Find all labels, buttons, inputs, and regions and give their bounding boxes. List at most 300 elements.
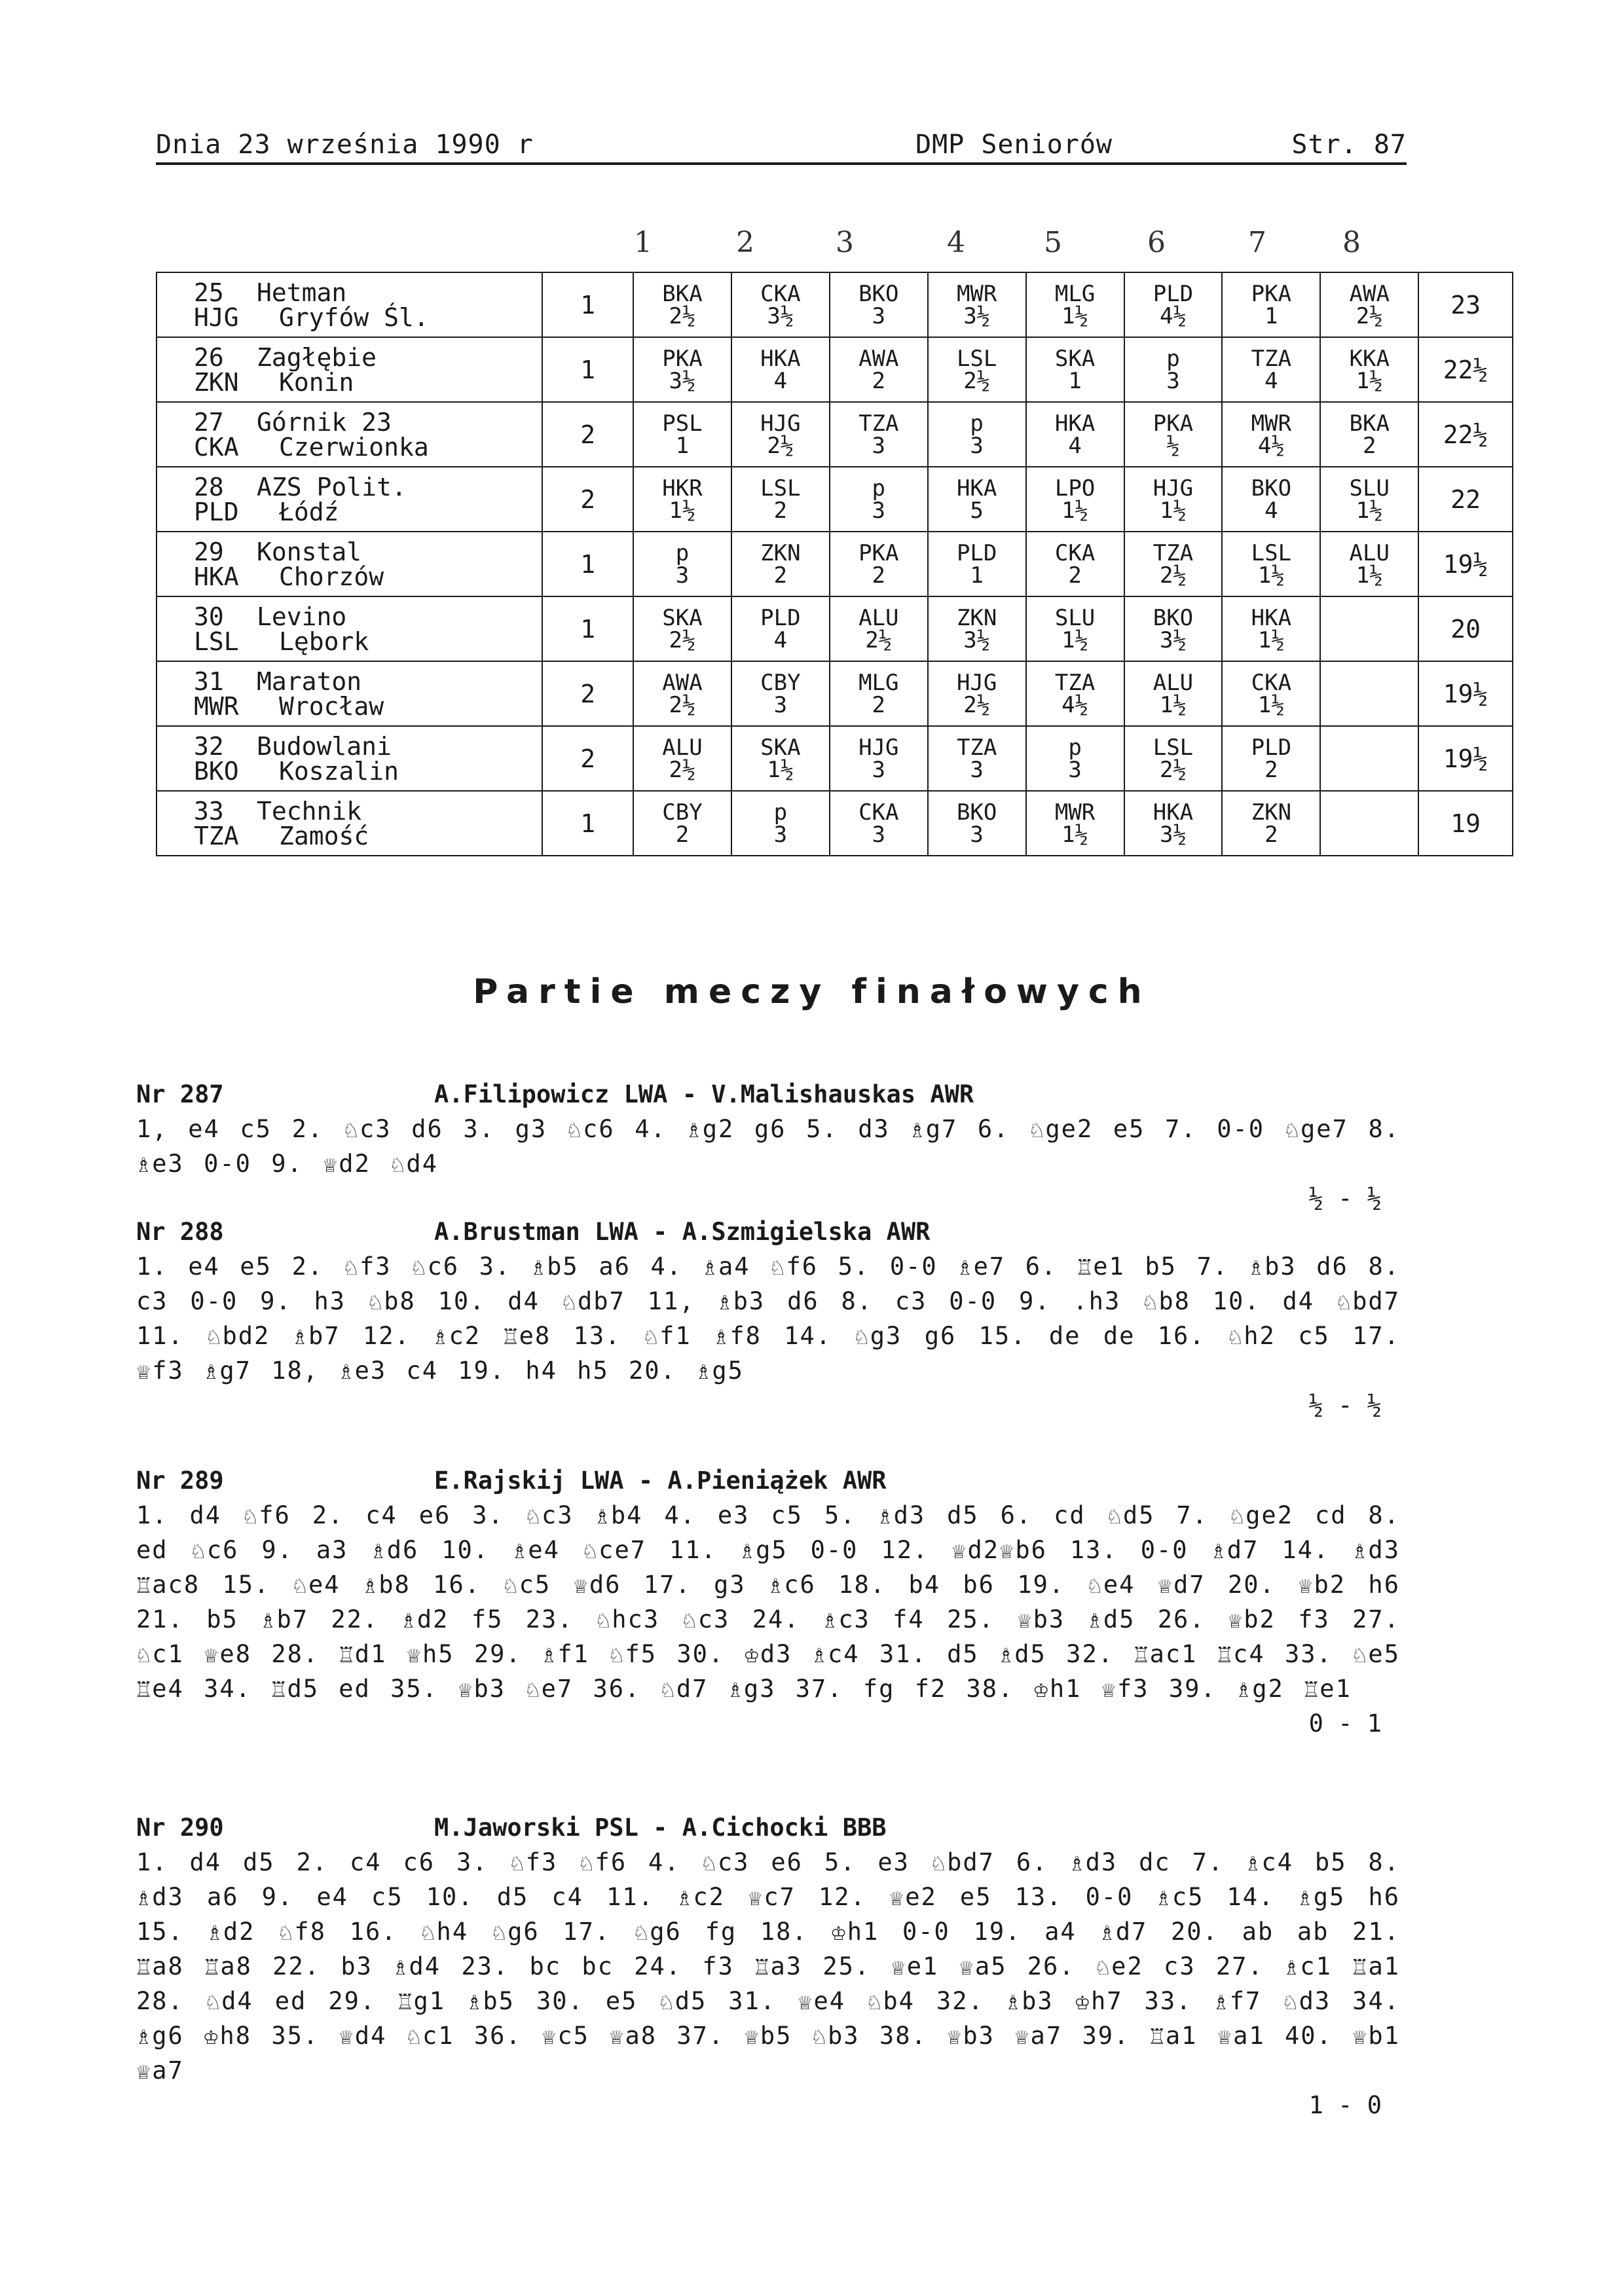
match-score: 3 <box>675 562 690 589</box>
opponent-code: BKA <box>662 280 703 307</box>
opponent-code: PKA <box>1153 410 1194 437</box>
round-result <box>1320 726 1418 791</box>
team-number: 31 <box>194 666 224 696</box>
game-players: A.Brustman LWA - A.Szmigielska AWR <box>434 1218 931 1246</box>
team-city: Łódź <box>279 497 339 526</box>
standings-row <box>157 791 1513 856</box>
round-result <box>1222 726 1320 791</box>
standings-row <box>157 596 1513 661</box>
team-total: 19½ <box>1418 661 1513 726</box>
round-result <box>1026 791 1124 856</box>
team-cell <box>157 791 542 856</box>
standings-row <box>157 467 1513 532</box>
round-result <box>731 467 830 532</box>
match-score: 1½ <box>1356 367 1383 394</box>
match-score: 1½ <box>1257 562 1285 589</box>
team-total: 19½ <box>1418 532 1513 596</box>
round-result <box>1124 532 1223 596</box>
round-number: 5 <box>1044 226 1062 259</box>
standings-row <box>157 272 1513 337</box>
match-score: 2 <box>1264 756 1278 783</box>
team-code: PLD <box>194 497 239 526</box>
round-result <box>633 532 731 596</box>
match-score: 2 <box>1264 821 1278 848</box>
round-numbers <box>0 226 1624 265</box>
team-code: MWR <box>194 691 239 721</box>
team-club-name: Zagłębie <box>257 342 377 372</box>
opponent-code: HKA <box>1251 604 1292 631</box>
header-date: Dnia 23 września 1990 r <box>156 130 534 160</box>
opponent-code: CKA <box>858 799 899 826</box>
match-score: 2 <box>675 821 690 848</box>
round-number: 8 <box>1342 226 1361 259</box>
team-club-name: Technik <box>257 796 362 826</box>
team-number: 33 <box>194 796 224 826</box>
team-number: 28 <box>194 472 224 501</box>
team-code: ZKN <box>194 367 239 397</box>
round-result <box>928 532 1026 596</box>
team-group: 2 <box>542 402 633 467</box>
round-result <box>1124 402 1223 467</box>
team-club-name: Konstal <box>257 537 362 566</box>
round-result <box>928 791 1026 856</box>
match-score: 3 <box>773 821 788 848</box>
team-cell <box>157 661 542 726</box>
opponent-code: LSL <box>1251 539 1292 566</box>
team-cell <box>157 402 542 467</box>
team-number: 25 <box>194 278 224 307</box>
opponent-code: PLD <box>1251 734 1292 761</box>
opponent-code: MWR <box>1054 799 1096 826</box>
match-score: 3½ <box>1159 821 1187 848</box>
team-group: 1 <box>542 596 633 661</box>
round-number: 3 <box>836 226 854 259</box>
opponent-code: BKO <box>858 280 899 307</box>
round-number: 4 <box>947 226 965 259</box>
round-result <box>1222 337 1320 402</box>
team-total: 19 <box>1418 791 1513 856</box>
team-city: Koszalin <box>279 756 399 786</box>
match-score: 3 <box>872 432 886 459</box>
match-score: 2 <box>872 367 886 394</box>
match-score: 3½ <box>963 302 991 329</box>
team-group: 2 <box>542 467 633 532</box>
page-header <box>156 130 1407 165</box>
opponent-code: CKA <box>1054 539 1096 566</box>
opponent-code: CBY <box>662 799 703 826</box>
game-number: Nr 290 <box>136 1813 224 1842</box>
opponent-code: PSL <box>662 410 703 437</box>
match-score: 3 <box>970 756 984 783</box>
opponent-code: HKA <box>956 475 997 501</box>
match-score: 2 <box>1362 432 1376 459</box>
game-287 <box>136 1077 1400 1216</box>
match-score: 1½ <box>1061 627 1089 653</box>
match-score: 4½ <box>1061 691 1089 718</box>
standings-table <box>156 272 1513 856</box>
round-result <box>1124 726 1223 791</box>
match-score: 4 <box>1264 367 1278 394</box>
opponent-code: MWR <box>1251 410 1292 437</box>
round-result <box>1320 596 1418 661</box>
opponent-code: PLD <box>760 604 801 631</box>
game-players: E.Rajskij LWA - A.Pieniążek AWR <box>434 1467 887 1495</box>
team-group: 2 <box>542 726 633 791</box>
opponent-code: ALU <box>1153 669 1194 696</box>
section-title: Partie meczy finałowych <box>473 972 1151 1011</box>
header-event: DMP Seniorów <box>915 130 1113 160</box>
team-number: 27 <box>194 407 224 437</box>
team-total: 22½ <box>1418 402 1513 467</box>
team-total: 19½ <box>1418 726 1513 791</box>
round-result <box>1124 467 1223 532</box>
opponent-code: p <box>1166 345 1180 372</box>
round-result <box>928 661 1026 726</box>
opponent-code: PKA <box>662 345 703 372</box>
match-score: 3 <box>773 691 788 718</box>
match-score: 3 <box>872 497 886 524</box>
opponent-code: MLG <box>1054 280 1096 307</box>
team-city: Gryfów Śl. <box>279 302 429 332</box>
team-code: BKO <box>194 756 239 786</box>
match-score: 2½ <box>767 432 794 459</box>
match-score: 2½ <box>669 756 696 783</box>
opponent-code: PLD <box>1153 280 1194 307</box>
team-city: Konin <box>279 367 354 397</box>
header-page: Str. 87 <box>1291 130 1407 160</box>
match-score: 2½ <box>669 302 696 329</box>
opponent-code: LSL <box>760 475 801 501</box>
match-score: 3½ <box>1159 627 1187 653</box>
team-code: LSL <box>194 627 239 656</box>
game-moves: 1. e4 e5 2. ♘f3 ♘c6 3. ♗b5 a6 4. ♗a4 ♘f6 5. 0-0 ♗e7 6. ♖e1 b5 7. ♗b3 d6 8. c3 0-0 9. h3 ♘b8 10. d4 ♘db7 11, ♗b3 d6 8. c3 0-0 9. .h3 ♘b8 10. d4 ♘bd7 11. ♘bd2 ♗b7 12. ♗c2 ♖e8 13. ♘f1 ♗f8 14. ♘g3 g6 15. de de 16. ♘h2 c5 17. ♕f3 ♗g7 18, ♗e3 c4 19. h4 h5 20. ♗g5 <box>136 1252 1400 1385</box>
match-score: 3 <box>872 821 886 848</box>
opponent-code: TZA <box>1153 539 1194 566</box>
opponent-code: p <box>970 410 984 437</box>
round-result <box>731 596 830 661</box>
team-cell <box>157 337 542 402</box>
opponent-code: CKA <box>760 280 801 307</box>
opponent-code: SLU <box>1349 475 1390 501</box>
round-result <box>633 661 731 726</box>
match-score: 1½ <box>1061 302 1089 329</box>
opponent-code: HKA <box>760 345 801 372</box>
match-score: ½ <box>1166 432 1180 459</box>
round-result <box>830 596 928 661</box>
match-score: 3 <box>1166 367 1180 394</box>
round-result <box>633 726 731 791</box>
opponent-code: ALU <box>858 604 899 631</box>
match-score: 2 <box>872 691 886 718</box>
round-result <box>731 272 830 337</box>
opponent-code: BKA <box>1349 410 1390 437</box>
game-290 <box>136 1810 1400 2123</box>
game-moves: 1. d4 d5 2. c4 c6 3. ♘f3 ♘f6 4. ♘c3 e6 5. e3 ♘bd7 6. ♗d3 dc 7. ♗c4 b5 8. ♗d3 a6 9. e4 c5 10. d5 c4 11. ♗c2 ♕c7 12. ♕e2 e5 13. 0-0 ♗c5 14. ♗g5 h6 15. ♗d2 ♘f8 16. ♘h4 ♘g6 17. ♘g6 fg 18. ♔h1 0-0 19. a4 ♗d7 20. ab ab 21. ♖a8 ♖a8 22. b3 ♗d4 23. bc bc 24. f3 ♖a3 25. ♕e1 ♕a5 26. ♘e2 c3 27. ♗c1 ♖a1 28. ♘d4 ed 29. ♖g1 ♗b5 30. e5 ♘d5 31. ♕e4 ♘b4 32. ♗b3 ♔h7 33. ♗f7 ♘d3 34. ♗g6 ♔h8 35. ♕d4 ♘c1 36. ♕c5 ♕a8 37. ♕b5 ♘b3 38. ♕b3 ♕a7 39. ♖a1 ♕a1 40. ♕b1 ♕a7 <box>136 1848 1400 2085</box>
opponent-code: SKA <box>662 604 703 631</box>
round-result <box>1026 402 1124 467</box>
match-score: 2½ <box>669 627 696 653</box>
team-city: Lębork <box>279 627 369 656</box>
match-score: 1½ <box>1356 497 1383 524</box>
game-result: 1 - 0 <box>1308 2091 1382 2119</box>
match-score: 1½ <box>669 497 696 524</box>
match-score: 5 <box>970 497 984 524</box>
match-score: 2 <box>773 562 788 589</box>
match-score: 1½ <box>1061 821 1089 848</box>
team-cell <box>157 532 542 596</box>
standings-row <box>157 337 1513 402</box>
match-score: 2½ <box>1159 562 1187 589</box>
team-city: Zamość <box>279 821 369 850</box>
opponent-code: p <box>1068 734 1082 761</box>
game-players: A.Filipowicz LWA - V.Malishauskas AWR <box>434 1080 974 1108</box>
opponent-code: TZA <box>1054 669 1096 696</box>
round-result <box>928 596 1026 661</box>
game-289 <box>136 1463 1400 1741</box>
round-result <box>731 661 830 726</box>
round-result <box>1026 532 1124 596</box>
round-result <box>1026 726 1124 791</box>
opponent-code: HJG <box>858 734 899 761</box>
team-city: Chorzów <box>279 562 384 591</box>
opponent-code: BKO <box>956 799 997 826</box>
round-result <box>1320 661 1418 726</box>
game-players: M.Jaworski PSL - A.Cichocki BBB <box>434 1813 887 1842</box>
round-result <box>928 272 1026 337</box>
match-score: 2½ <box>963 691 991 718</box>
round-result <box>1222 272 1320 337</box>
round-number: 1 <box>634 226 652 259</box>
opponent-code: BKO <box>1251 475 1292 501</box>
match-score: 1½ <box>1159 691 1187 718</box>
round-result <box>830 726 928 791</box>
round-result <box>928 402 1026 467</box>
match-score: 1½ <box>1356 562 1383 589</box>
round-result <box>731 532 830 596</box>
game-number: Nr 287 <box>136 1080 224 1108</box>
round-result <box>731 402 830 467</box>
game-header <box>136 1214 1400 1249</box>
team-club-name: AZS Polit. <box>257 472 407 501</box>
match-score: 4 <box>1068 432 1082 459</box>
opponent-code: LPO <box>1054 475 1096 501</box>
round-number: 6 <box>1147 226 1166 259</box>
match-score: 1 <box>970 562 984 589</box>
team-group: 2 <box>542 661 633 726</box>
standings-row <box>157 532 1513 596</box>
opponent-code: HJG <box>956 669 997 696</box>
opponent-code: SKA <box>760 734 801 761</box>
opponent-code: LSL <box>1153 734 1194 761</box>
round-result <box>928 337 1026 402</box>
round-result <box>830 791 928 856</box>
match-score: 1 <box>1068 367 1082 394</box>
team-code: HJG <box>194 302 239 332</box>
round-result <box>1026 337 1124 402</box>
opponent-code: PLD <box>956 539 997 566</box>
game-result: ½ - ½ <box>1308 1184 1382 1212</box>
team-code: CKA <box>194 432 239 462</box>
match-score: 2½ <box>1159 756 1187 783</box>
match-score: 1 <box>675 432 690 459</box>
match-score: 3½ <box>767 302 794 329</box>
opponent-code: TZA <box>1251 345 1292 372</box>
match-score: 1½ <box>1061 497 1089 524</box>
round-result <box>1320 532 1418 596</box>
opponent-code: p <box>872 475 886 501</box>
standings-row <box>157 661 1513 726</box>
match-score: 2 <box>1068 562 1082 589</box>
team-group: 1 <box>542 337 633 402</box>
team-cell <box>157 272 542 337</box>
match-score: 3 <box>970 821 984 848</box>
round-result <box>1320 467 1418 532</box>
opponent-code: BKO <box>1153 604 1194 631</box>
game-number: Nr 289 <box>136 1467 224 1495</box>
team-number: 26 <box>194 342 224 372</box>
match-score: 2½ <box>963 367 991 394</box>
round-result <box>928 467 1026 532</box>
opponent-code: SLU <box>1054 604 1096 631</box>
round-result <box>1222 791 1320 856</box>
team-club-name: Hetman <box>257 278 347 307</box>
round-result <box>1026 596 1124 661</box>
opponent-code: HKA <box>1153 799 1194 826</box>
match-score: 4 <box>1264 497 1278 524</box>
team-total: 20 <box>1418 596 1513 661</box>
round-result <box>830 402 928 467</box>
standings-row <box>157 726 1513 791</box>
round-result <box>731 337 830 402</box>
opponent-code: AWA <box>662 669 703 696</box>
match-score: 3 <box>872 756 886 783</box>
opponent-code: SKA <box>1054 345 1096 372</box>
match-score: 1½ <box>767 756 794 783</box>
opponent-code: HJG <box>760 410 801 437</box>
round-result <box>1124 661 1223 726</box>
game-header <box>136 1077 1400 1112</box>
round-result <box>1222 596 1320 661</box>
round-result <box>633 467 731 532</box>
opponent-code: ALU <box>662 734 703 761</box>
team-code: HKA <box>194 562 239 591</box>
game-moves: 1. d4 ♘f6 2. c4 e6 3. ♘c3 ♗b4 4. e3 c5 5. ♗d3 d5 6. cd ♘d5 7. ♘ge2 cd 8. ed ♘c6 9. a3 ♗d6 10. ♗e4 ♘ce7 11. ♗g5 0-0 12. ♕d2♕b6 13. 0-0 ♗d7 14. ♗d3 ♖ac8 15. ♘e4 ♗b8 16. ♘c5 ♕d6 17. g3 ♗c6 18. b4 b6 19. ♘e4 ♕d7 20. ♕b2 h6 21. b5 ♗b7 22. ♗d2 f5 23. ♘hc3 ♘c3 24. ♗c3 f4 25. ♕b3 ♗d5 26. ♕b2 f3 27. ♘c1 ♕e8 28. ♖d1 ♕h5 29. ♗f1 ♘f5 30. ♔d3 ♗c4 31. d5 ♗d5 32. ♖ac1 ♖c4 33. ♘e5 ♖e4 34. ♖d5 ed 35. ♕b3 ♘e7 36. ♘d7 ♗g3 37. fg f2 38. ♔h1 ♕f3 39. ♗g2 ♖e1 <box>136 1501 1400 1703</box>
team-club-name: Levino <box>257 602 347 631</box>
match-score: 2½ <box>865 627 893 653</box>
opponent-code: ZKN <box>1251 799 1292 826</box>
round-result <box>1026 272 1124 337</box>
team-group: 1 <box>542 532 633 596</box>
team-number: 30 <box>194 602 224 631</box>
opponent-code: HKA <box>1054 410 1096 437</box>
opponent-code: p <box>773 799 788 826</box>
match-score: 1½ <box>1257 691 1285 718</box>
round-result <box>1026 467 1124 532</box>
round-result <box>1320 337 1418 402</box>
opponent-code: LSL <box>956 345 997 372</box>
opponent-code: ALU <box>1349 539 1390 566</box>
round-result <box>1320 272 1418 337</box>
match-score: 1 <box>1264 302 1278 329</box>
team-club-name: Maraton <box>257 666 362 696</box>
opponent-code: MLG <box>858 669 899 696</box>
round-result <box>830 467 928 532</box>
team-total: 23 <box>1418 272 1513 337</box>
round-result <box>1124 337 1223 402</box>
match-score: 3½ <box>669 367 696 394</box>
match-score: 3 <box>872 302 886 329</box>
team-total: 22 <box>1418 467 1513 532</box>
opponent-code: KKA <box>1349 345 1390 372</box>
team-group: 1 <box>542 272 633 337</box>
game-number: Nr 288 <box>136 1218 224 1246</box>
round-result <box>1124 272 1223 337</box>
round-result <box>1320 402 1418 467</box>
opponent-code: PKA <box>858 539 899 566</box>
match-score: 1½ <box>1159 497 1187 524</box>
round-result <box>731 791 830 856</box>
match-score: 3 <box>1068 756 1082 783</box>
game-moves: 1, e4 c5 2. ♘c3 d6 3. g3 ♘c6 4. ♗g2 g6 5. d3 ♗g7 6. ♘ge2 e5 7. 0-0 ♘ge7 8. ♗e3 0-0 9. ♕d2 ♘d4 <box>136 1115 1400 1178</box>
round-result <box>633 272 731 337</box>
opponent-code: MWR <box>956 280 997 307</box>
standings-row <box>157 402 1513 467</box>
round-result <box>633 791 731 856</box>
match-score: 3 <box>970 432 984 459</box>
round-result <box>1222 402 1320 467</box>
game-header <box>136 1463 1400 1498</box>
team-city: Wrocław <box>279 691 384 721</box>
match-score: 4½ <box>1159 302 1187 329</box>
opponent-code: ZKN <box>760 539 801 566</box>
game-288 <box>136 1214 1400 1423</box>
opponent-code: HJG <box>1153 475 1194 501</box>
team-number: 29 <box>194 537 224 566</box>
match-score: 2 <box>872 562 886 589</box>
round-result <box>633 596 731 661</box>
match-score: 4 <box>773 367 788 394</box>
team-code: TZA <box>194 821 239 850</box>
team-cell <box>157 596 542 661</box>
match-score: 2½ <box>669 691 696 718</box>
round-result <box>1222 532 1320 596</box>
game-result: ½ - ½ <box>1308 1391 1382 1419</box>
opponent-code: CKA <box>1251 669 1292 696</box>
round-result <box>1124 596 1223 661</box>
round-number: 2 <box>736 226 754 259</box>
team-cell <box>157 467 542 532</box>
opponent-code: TZA <box>858 410 899 437</box>
round-result <box>830 337 928 402</box>
opponent-code: HKR <box>662 475 703 501</box>
round-number: 7 <box>1248 226 1266 259</box>
match-score: 4 <box>773 627 788 653</box>
team-total: 22½ <box>1418 337 1513 402</box>
round-result <box>928 726 1026 791</box>
team-club-name: Górnik 23 <box>257 407 392 437</box>
match-score: 2 <box>773 497 788 524</box>
team-club-name: Budowlani <box>257 731 392 761</box>
opponent-code: CBY <box>760 669 801 696</box>
team-city: Czerwionka <box>279 432 429 462</box>
game-result: 0 - 1 <box>1308 1709 1382 1738</box>
round-result <box>1222 661 1320 726</box>
opponent-code: AWA <box>1349 280 1390 307</box>
round-result <box>633 402 731 467</box>
team-group: 1 <box>542 791 633 856</box>
opponent-code: PKA <box>1251 280 1292 307</box>
match-score: 1½ <box>1257 627 1285 653</box>
